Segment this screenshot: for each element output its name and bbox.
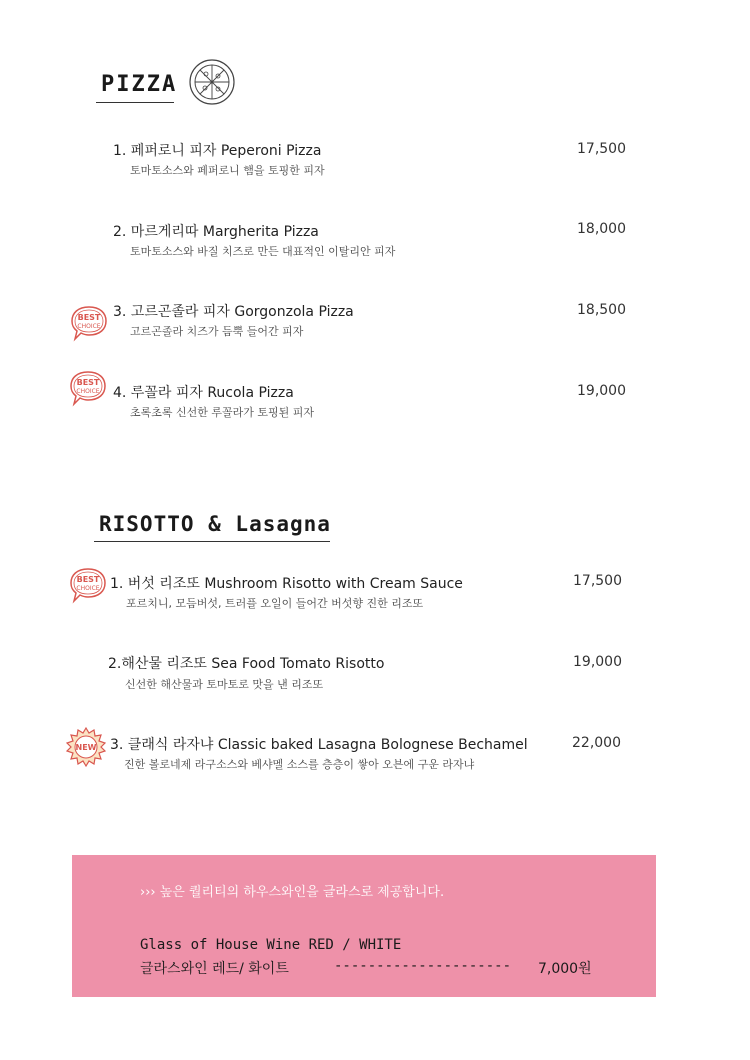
svg-text:CHOICE: CHOICE: [76, 388, 100, 395]
house-wine-box: [72, 855, 656, 997]
pizza-item-name: 4. 루꼴라 피자 Rucola Pizza: [113, 385, 294, 401]
pizza-title-underline: [96, 102, 174, 103]
svg-text:BEST: BEST: [76, 378, 100, 387]
wine-price: 7,000원: [538, 961, 592, 977]
new-badge-icon: [65, 726, 107, 768]
pizza-item-desc: 토마토소스와 바질 치즈로 만든 대표적인 이탈리안 피자: [130, 245, 396, 258]
svg-text:CHOICE: CHOICE: [77, 323, 101, 330]
risotto-item-price: 17,500: [573, 573, 622, 589]
pizza-item-price: 19,000: [577, 383, 626, 399]
wine-note: ››› 높은 퀄리티의 하우스와인을 글라스로 제공합니다.: [140, 885, 445, 900]
pizza-icon: [187, 57, 237, 107]
pizza-item-name: 3. 고르곤졸라 피자 Gorgonzola Pizza: [113, 304, 354, 320]
risotto-item-name: 3. 클래식 라자냐 Classic baked Lasagna Bolognese Bechamel: [110, 737, 528, 753]
pizza-item-desc: 토마토소스와 페퍼로니 햄을 토핑한 피자: [130, 164, 325, 177]
pizza-item-name: 2. 마르게리따 Margherita Pizza: [113, 224, 319, 240]
pizza-item-desc: 초록초록 신선한 루꼴라가 토핑된 피자: [130, 406, 315, 419]
pizza-section-title: PIZZA: [101, 72, 178, 97]
svg-text:NEW: NEW: [75, 743, 97, 752]
svg-text:BEST: BEST: [77, 313, 101, 322]
pizza-item-price: 18,000: [577, 221, 626, 237]
best-choice-badge-icon: [68, 369, 108, 407]
best-choice-badge-icon: [69, 304, 109, 342]
pizza-item-price: 18,500: [577, 302, 626, 318]
risotto-item-name: 2.해산물 리조또 Sea Food Tomato Risotto: [108, 656, 385, 672]
wine-name-kr: 글라스와인 레드/ 화이트: [140, 961, 289, 977]
risotto-item-price: 22,000: [572, 735, 621, 751]
wine-title: Glass of House Wine RED / WHITE: [140, 937, 402, 953]
pizza-item-name: 1. 페퍼로니 피자 Peperoni Pizza: [113, 143, 322, 159]
risotto-section-title: RISOTTO & Lasagna: [99, 512, 331, 536]
pizza-item-desc: 고르곤졸라 치즈가 듬뿍 들어간 피자: [130, 325, 304, 338]
risotto-item-price: 19,000: [573, 654, 622, 670]
risotto-item-desc: 포르치니, 모듬버섯, 트러플 오일이 들어간 버섯향 진한 리조또: [126, 597, 424, 610]
best-choice-badge-icon: [68, 566, 108, 604]
wine-dash-leader: ---------------------: [334, 958, 512, 974]
svg-text:CHOICE: CHOICE: [76, 585, 100, 592]
risotto-title-underline: [94, 541, 330, 542]
pizza-item-price: 17,500: [577, 141, 626, 157]
risotto-item-desc: 신선한 해산물과 토마토로 맛을 낸 리조또: [125, 678, 324, 691]
svg-text:BEST: BEST: [76, 575, 100, 584]
risotto-item-name: 1. 버섯 리조또 Mushroom Risotto with Cream Sauce: [110, 576, 463, 592]
risotto-item-desc: 진한 볼로네제 라구소스와 베샤멜 소스를 층층이 쌓아 오븐에 구운 라자냐: [124, 758, 475, 771]
